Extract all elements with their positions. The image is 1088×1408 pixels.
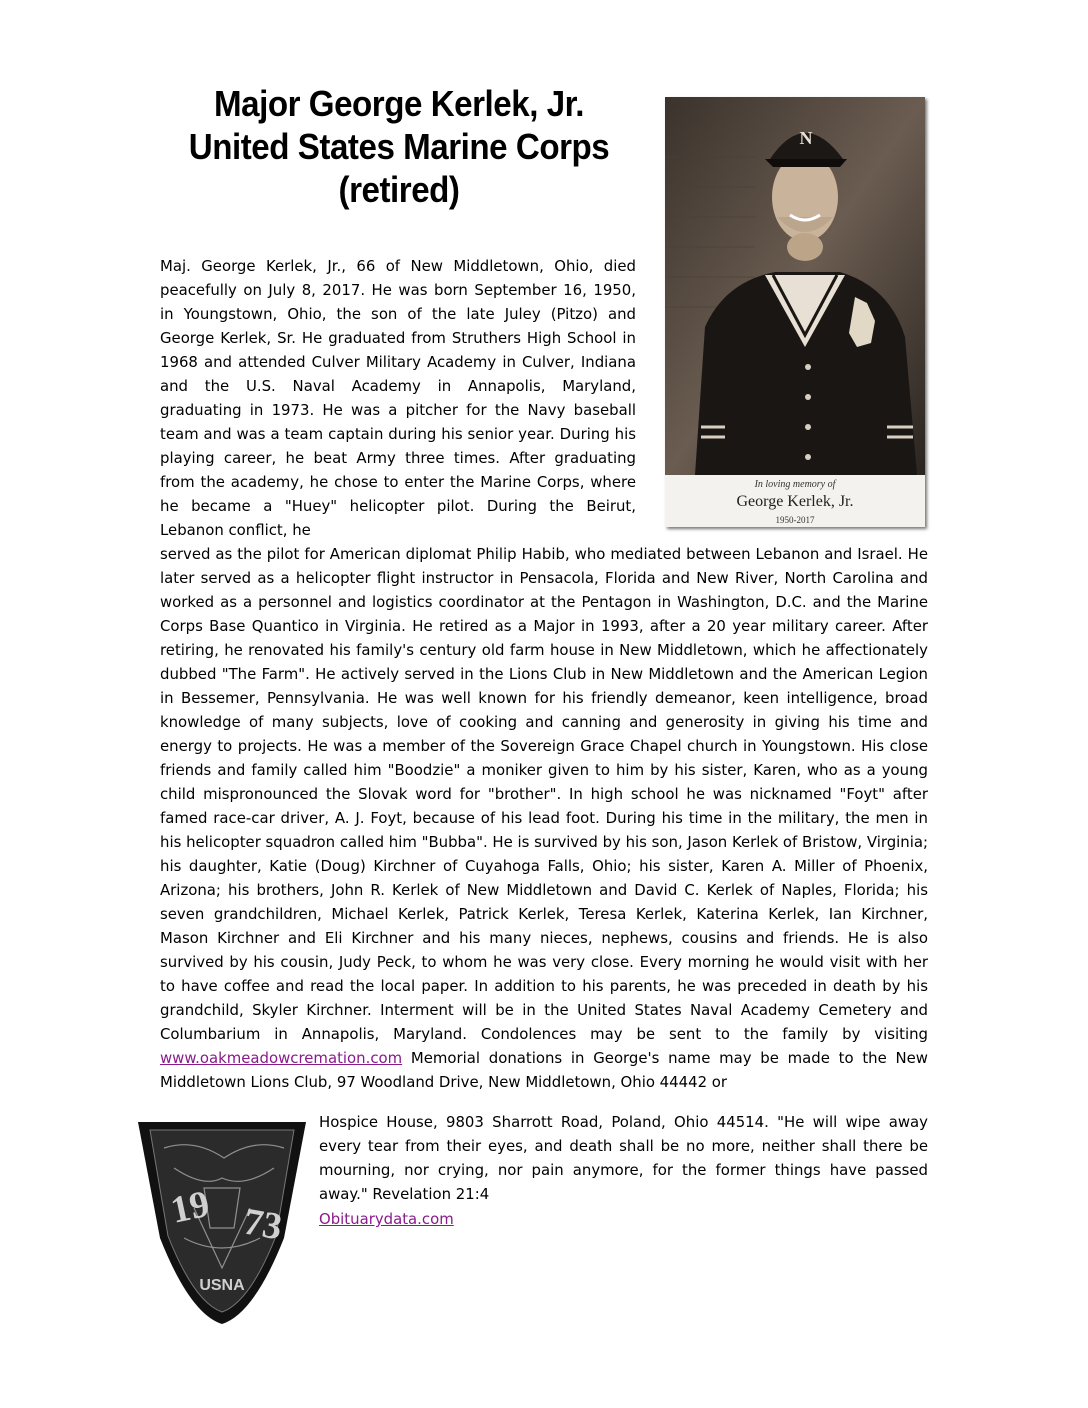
obituary-paragraph-1: Maj. George Kerlek, Jr., 66 of New Middletown, Ohio, died peacefully on July 8, 2017. He was born September 16, 1950, in Youngstown, Ohio, the son of the late Juley (Pitzo) and George Kerlek, Sr. He graduated from Struthers High School in 1968 and attended Culver Military Academy in Culver, Indiana and the U.S. Naval Academy in Annapolis, Maryland, graduating in 1973. He was a pitcher for the Navy baseball team and was a team captain during his senior year. During his playing career, he beat Army three times. After graduating from the academy, he chose to enter the Marine Corps, where he became a "Huey" helicopter pilot. During the Beirut, Lebanon conflict, he bbox=[160, 257, 636, 539]
usna-crest bbox=[134, 1118, 310, 1328]
usna-crest-icon bbox=[134, 1118, 310, 1328]
crest-year-right: 73 bbox=[240, 1200, 286, 1249]
cap-letter: N bbox=[799, 128, 813, 148]
obituary-paragraph-2 bbox=[160, 542, 928, 1094]
page-title bbox=[170, 82, 628, 211]
caption-years: 1950-2017 bbox=[775, 515, 815, 525]
memorial-photo bbox=[665, 97, 925, 527]
crest-label: USNA bbox=[199, 1277, 245, 1294]
title-line-3: (retired) bbox=[338, 169, 460, 210]
caption-memory: In loving memory of bbox=[754, 479, 836, 490]
title-line-1: Major George Kerlek, Jr. bbox=[213, 83, 585, 124]
obituary-paragraph-3: Hospice House, 9803 Sharrott Road, Poland, Ohio 44514. "He will wipe away every tear from their eyes, and death shall be no more, neither shall there be mourning, nor crying, nor pain anymore, for the former things have passed away." Revelation 21:4 bbox=[319, 1113, 928, 1203]
obituarydata-link[interactable]: Obituarydata.com bbox=[319, 1210, 454, 1228]
obituary-main-text: served as the pilot for American diplomat Philip Habib, who mediated between Lebanon and Israel. He later served as a helicopter flight instructor in Pensacola, Florida and New River, North Carolina and worked as a personnel and logistics coordinator at the Pentagon in Washington, D.C. and the Marine Corps Base Quantico in Virginia. He retired as a Major in 1993, after a 20 year military career. After retiring, he renovated his family's century old farm house in New Middletown, which he affectionately dubbed "The Farm". He actively served in the Lions Club in New Middletown and the American Legion in Bessemer, Pennsylvania. He was well known for his friendly demeanor, keen intelligence, broad knowledge of many subjects, love of cooking and canning and generosity in giving his time and energy to projects. He was a member of the Sovereign Grace Chapel church in Youngstown. His close friends and family called him "Boodzie" a moniker given to him by his sister, Karen, who as a young child mispronounced the Slovak word for "brother". In high school he was nicknamed "Foyt" after famed race-car driver, A. J. Foyt, because of his lead foot. During his time in the military, the men in his helicopter squadron called him "Bubba". He is survived by his son, Jason Kerlek of Bristow, Virginia; his daughter, Katie (Doug) Kirchner of Cuyahoga Falls, Ohio; his sister, Karen A. Miller of Phoenix, Arizona; his brothers, John R. Kerlek of New Middletown and David C. Kerlek of Naples, Florida; his seven grandchildren, Michael Kerlek, Patrick Kerlek, Teresa Kerlek, Katerina Kerlek, Ian Kirchner, Mason Kirchner and Eli Kirchner and his many nieces, nephews, cousins and friends. He is also survived by his cousin, Judy Peck, to whom he was very close. Every morning he would visit with her to have coffee and read the local paper. In addition to his parents, he was preceded in death by his grandchild, Skyler Kirchner. Interment will be in the United States Naval Academy Cemetery and Columbarium in Annapolis, Maryland. Condolences may be sent to the family by visiting bbox=[160, 545, 929, 1043]
oakmeadow-link[interactable]: www.oakmeadowcremation.com bbox=[160, 1049, 403, 1067]
crest-year-left: 19 bbox=[167, 1182, 214, 1232]
title-line-2: United States Marine Corps bbox=[188, 126, 610, 167]
caption-name: George Kerlek, Jr. bbox=[736, 493, 854, 510]
portrait-image bbox=[665, 97, 925, 527]
obituary-donation-text: Memorial donations in George's name may be made to the New Middletown Lions Club, 97 Woodland Drive, New Middletown, Ohio 44442 or bbox=[160, 1049, 928, 1091]
